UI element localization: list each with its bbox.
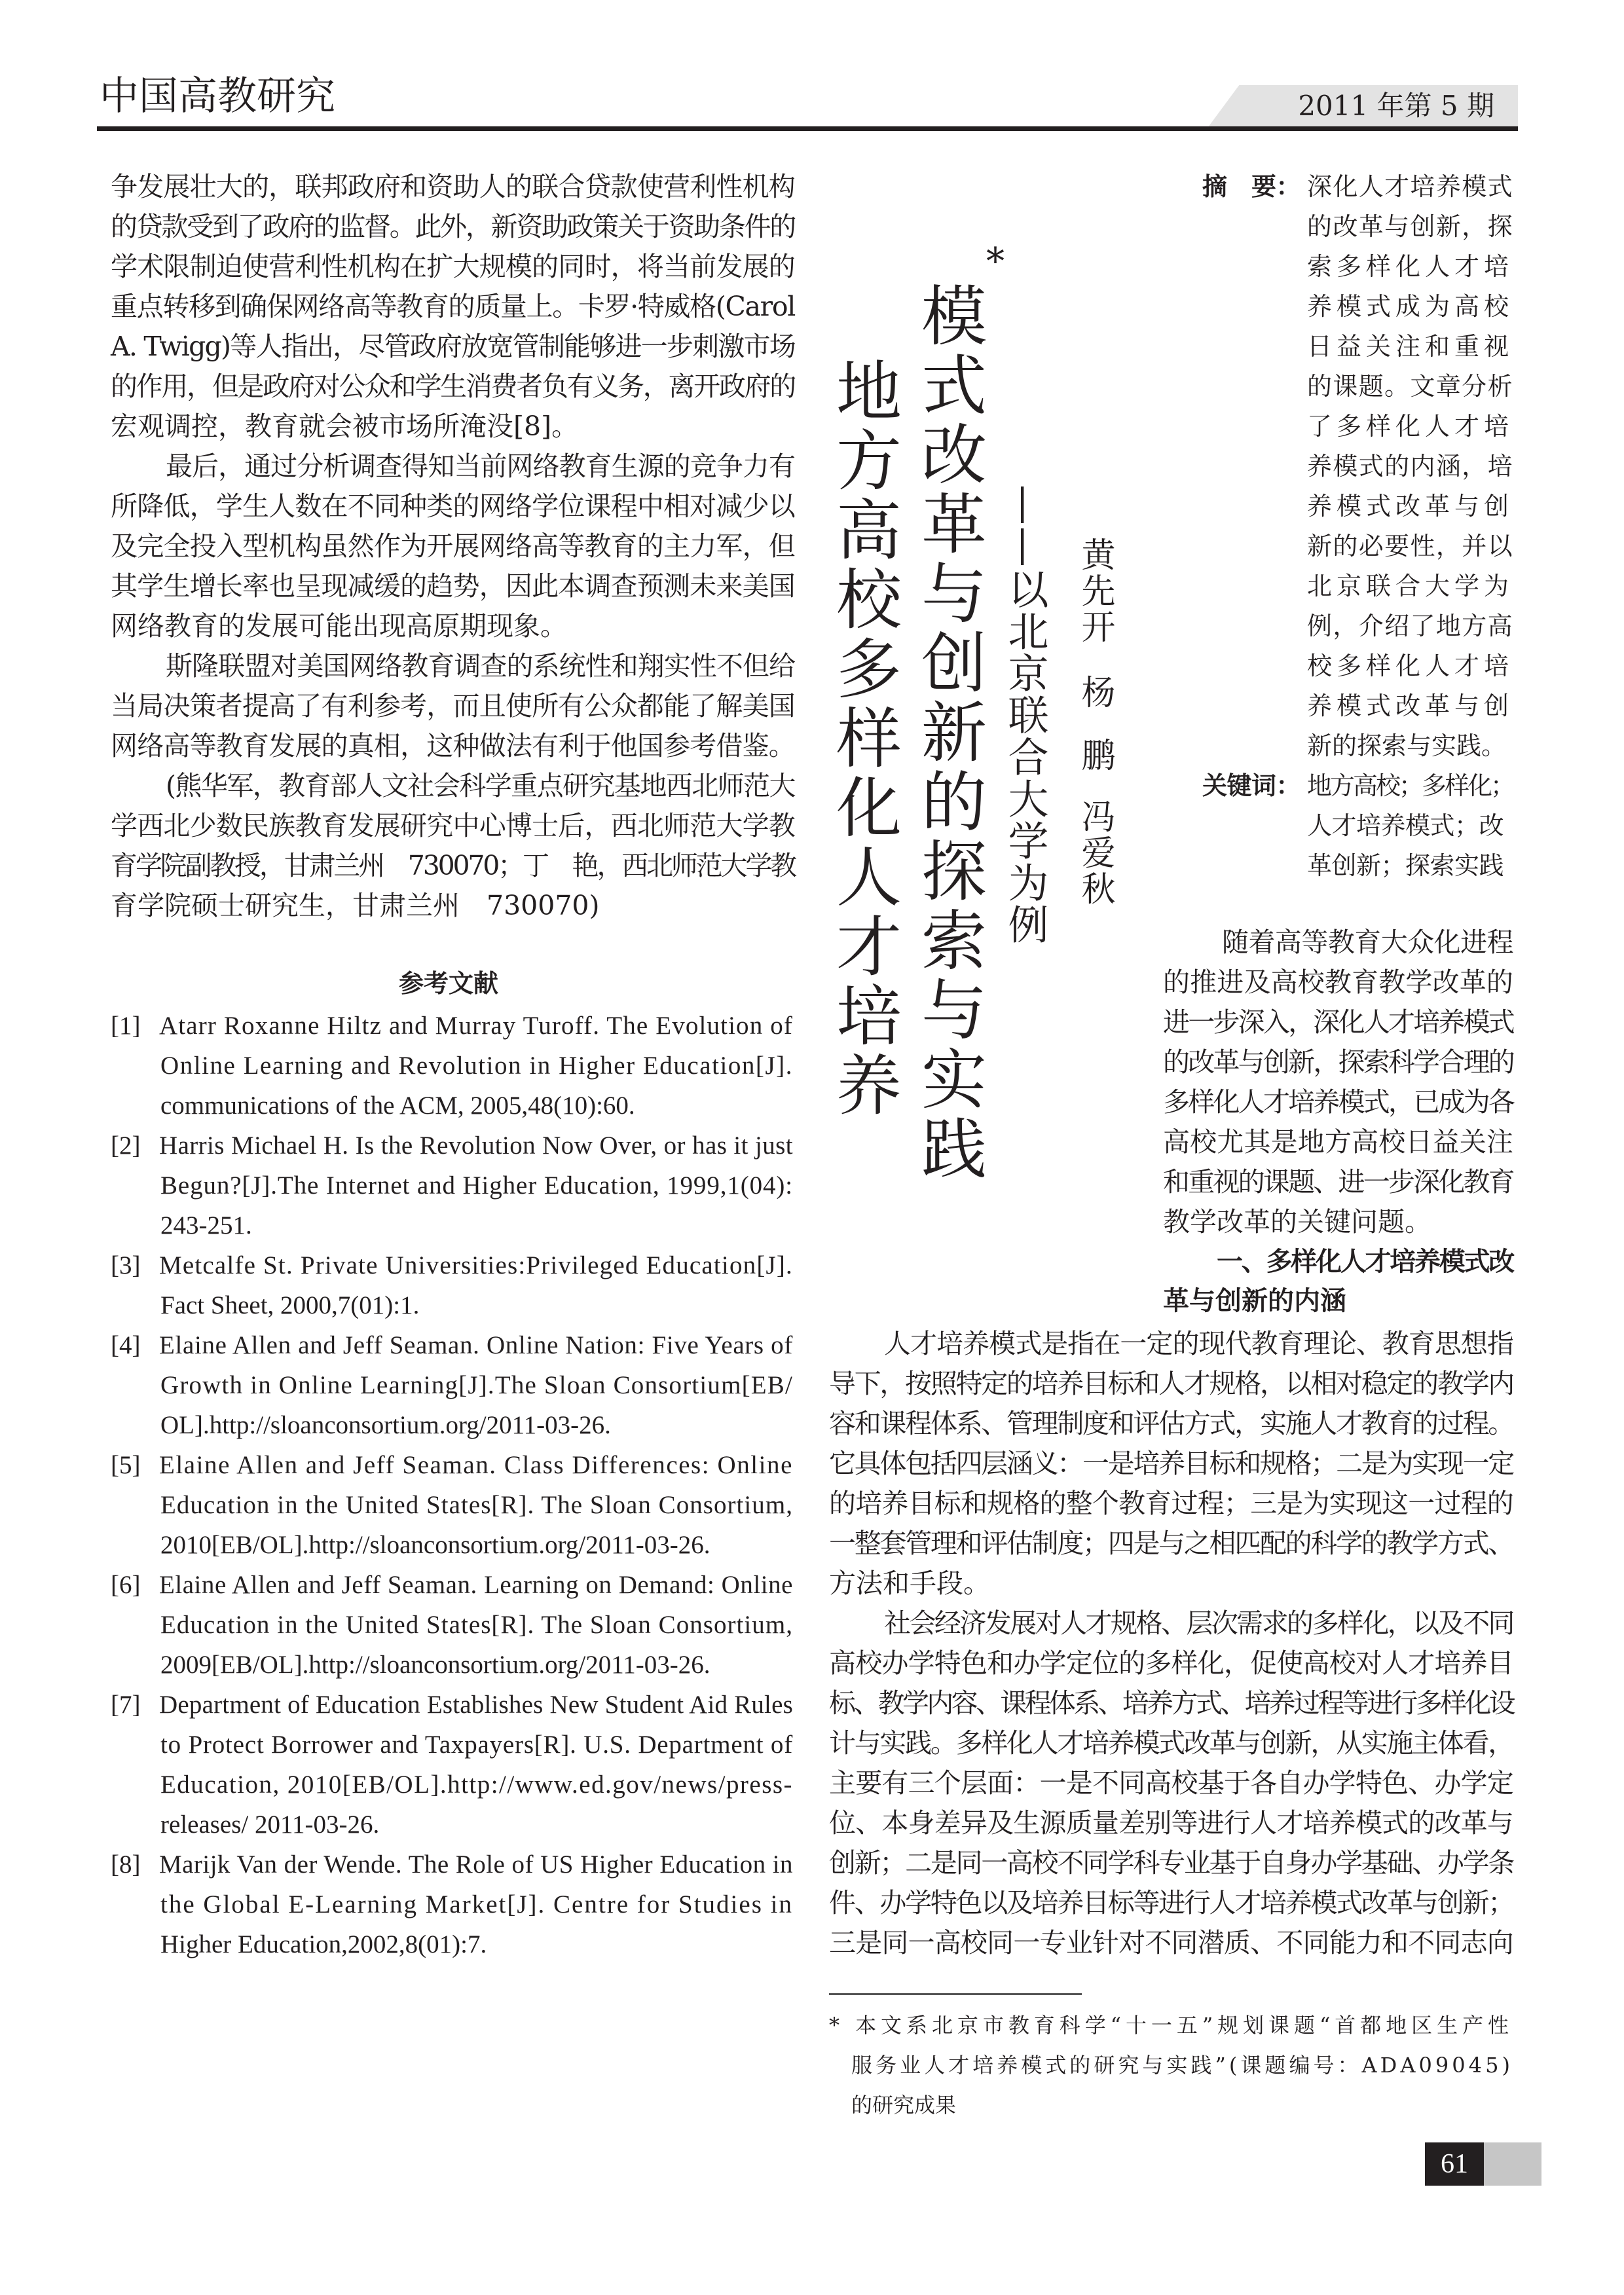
abstract-line: 新的必要性，并以 [1307, 532, 1513, 560]
references-heading: 参考文献 [399, 969, 499, 998]
reference-line: 2010[EB/OL].http://sloanconsortium.org/2011-03-26. [160, 1531, 710, 1559]
reference-line: Education in the United States[R]. The Sloan Consortium, [160, 1611, 793, 1639]
reference-line: Elaine Allen and Jeff Seaman. Class Differences: Online [159, 1451, 793, 1479]
abstract-line: 日益关注和重视 [1307, 332, 1513, 361]
keywords-line: 革创新；探索实践 [1307, 851, 1504, 880]
abstract-line: 养模式改革与创 [1307, 492, 1513, 521]
body-line: 当局决策者提高了有利参考，而且使所有公众都能了解美国 [111, 690, 795, 722]
reference-line: Growth in Online Learning[J].The Sloan Consortium[EB/ [160, 1371, 793, 1399]
page-number: 61 [1425, 2142, 1484, 2186]
body-line: 方法和手段。 [829, 1568, 990, 1599]
reference-line: Begun?[J].The Internet and Higher Education, 1999,1(04): [160, 1171, 793, 1200]
body-line: 高校办学特色和办学定位的多样化，促使高校对人才培养目 [829, 1647, 1513, 1679]
abstract-line: 例，介绍了地方高 [1307, 612, 1513, 640]
reference-line: Harris Michael H. Is the Revolution Now Over, or has it just [159, 1131, 793, 1160]
abstract-line: 校多样化人才培 [1307, 652, 1513, 680]
abstract-line: 了多样化人才培 [1307, 412, 1513, 441]
abstract-line: 的课题。文章分析 [1307, 372, 1513, 401]
footnote-line: * 本文系北京市教育科学“十一五”规划课题“首都地区生产性 [829, 2013, 1513, 2038]
page-number-tab [1484, 2142, 1541, 2186]
abstract-line: 养模式改革与创 [1307, 691, 1513, 720]
reference-number: [6] [111, 1571, 141, 1599]
footnote-rule [829, 1993, 1082, 1995]
body-line: 的贷款受到了政府的监督。此外，新资助政策关于资助条件的 [111, 211, 795, 242]
reference-line: Marijk Van der Wende. The Role of US Higher Education in [159, 1850, 793, 1879]
body-line: 宏观调控，教育就会被市场所淹没[8]。 [111, 411, 579, 442]
article-subtitle: ——以北京联合大学为例 [1001, 485, 1049, 946]
reference-line: Elaine Allen and Jeff Seaman. Online Nation: Five Years of [159, 1331, 793, 1359]
body-line: 网络高等教育发展的真相，这种做法有利于他国参考借鉴。 [111, 730, 795, 762]
intro-line: 的推进及高校教育教学改革的 [1163, 966, 1513, 998]
body-line: 网络教育的发展可能出现高原期现象。 [111, 610, 567, 642]
abstract-line: 的改革与创新，探 [1307, 212, 1513, 241]
body-line: 学西北少数民族教育发展研究中心博士后，西北师范大学教 [111, 810, 795, 841]
abstract-line: 新的探索与实践。 [1307, 731, 1507, 760]
keywords-line: 人才培养模式；改 [1307, 811, 1504, 840]
article-title-line-2: 模式改革与创新的探索与实践 [910, 282, 987, 1184]
body-line: 争发展壮大的，联邦政府和资助人的联合贷款使营利性机构 [111, 171, 795, 202]
body-line: 重点转移到确保网络高等教育的质量上。卡罗·特威格(Carol [111, 291, 795, 322]
body-line: 其学生增长率也呈现减缓的趋势，因此本调查预测未来美国 [111, 570, 795, 602]
reference-line: Education, 2010[EB/OL].http://www.ed.gov/news/press- [160, 1771, 793, 1799]
reference-number: [3] [111, 1251, 141, 1279]
reference-line: communications of the ACM, 2005,48(10):60. [160, 1092, 635, 1120]
intro-line: 教学改革的关键问题。 [1163, 1206, 1431, 1238]
reference-line: Department of Education Establishes New Student Aid Rules [159, 1691, 793, 1719]
reference-line: 2009[EB/OL].http://sloanconsortium.org/2011-03-26. [160, 1651, 710, 1679]
reference-line: to Protect Borrower and Taxpayers[R]. U.S. Department of [160, 1731, 793, 1759]
abstract-line: 索多样化人才培 [1307, 252, 1513, 281]
footnote-line: 服务业人才培养模式的研究与实践”(课题编号：ADA09045) [851, 2053, 1513, 2078]
keywords-line: 地方高校；多样化； [1307, 771, 1513, 800]
author-1: 黄先开 [1075, 537, 1115, 645]
body-line: 学术限制迫使营利性机构在扩大规模的同时，将当前发展的 [111, 251, 795, 282]
reference-line: releases/ 2011-03-26. [160, 1810, 380, 1839]
footnote-line: 的研究成果 [851, 2093, 957, 2118]
article-title-line-1: 地方高校多样化人才培养 [825, 357, 902, 1120]
reference-number: [2] [111, 1131, 141, 1160]
header-rule [97, 126, 1518, 131]
body-line: 三是同一高校同一专业针对不同潜质、不同能力和不同志向 [829, 1927, 1513, 1958]
intro-line: 和重视的课题、进一步深化教育 [1163, 1166, 1513, 1198]
reference-number: [5] [111, 1451, 141, 1479]
journal-title: 中国高教研究 [100, 73, 335, 119]
body-line: 一整套管理和评估制度；四是与之相匹配的科学的教学方式、 [829, 1528, 1513, 1559]
reference-line: OL].http://sloanconsortium.org/2011-03-26. [160, 1411, 611, 1439]
body-line: 导下，按照特定的培养目标和人才规格，以相对稳定的教学内 [829, 1368, 1513, 1399]
body-line: 创新；二是同一高校不同学科专业基于自身办学基础、办学条 [829, 1847, 1513, 1879]
body-line: A. Twigg)等人指出，尽管政府放宽管制能够进一步刺激市场 [111, 331, 795, 362]
author-3: 冯爱秋 [1075, 799, 1115, 907]
reference-line: Online Learning and Revolution in Higher Education[J]. [160, 1052, 793, 1080]
title-footnote-mark: * [986, 240, 1005, 283]
body-line: 及完全投入型机构虽然作为开展网络高等教育的主力军，但 [111, 530, 795, 562]
intro-line: 随着高等教育大众化进程 [1222, 927, 1513, 958]
reference-line: Fact Sheet, 2000,7(01):1. [160, 1291, 420, 1319]
body-line: 的培养目标和规格的整个教育过程；三是为实现这一过程的 [829, 1488, 1513, 1519]
reference-line: 243-251. [160, 1211, 252, 1239]
section-heading-line-2: 革与创新的内涵 [1163, 1286, 1346, 1316]
body-line: 社会经济发展对人才规格、层次需求的多样化，以及不同 [884, 1607, 1513, 1639]
body-line: 它具体包括四层涵义：一是培养目标和规格；二是为实现一定 [829, 1448, 1513, 1479]
reference-line: Education in the United States[R]. The Sloan Consortium, [160, 1491, 793, 1519]
body-line: 的作用，但是政府对公众和学生消费者负有义务，离开政府的 [111, 371, 795, 402]
intro-line: 的改革与创新，探索科学合理的 [1163, 1046, 1513, 1078]
body-line: 件、办学特色以及培养目标等进行人才培养模式改革与创新； [829, 1887, 1513, 1919]
body-line: 位、本身差异及生源质量差别等进行人才培养模式的改革与 [829, 1807, 1513, 1839]
reference-line: Higher Education,2002,8(01):7. [160, 1930, 487, 1958]
abstract-line: 养模式的内涵，培 [1307, 452, 1513, 481]
issue-label: 2011 年第 5 期 [1298, 90, 1494, 122]
body-line: 容和课程体系、管理制度和评估方式，实施人才教育的过程。 [829, 1408, 1513, 1439]
body-line: 最后，通过分析调查得知当前网络教育生源的竞争力有 [166, 450, 795, 482]
abstract-line: 养模式成为高校 [1307, 292, 1513, 321]
body-line: 所降低，学生人数在不同种类的网络学位课程中相对减少以 [111, 490, 795, 522]
intro-line: 高校尤其是地方高校日益关注 [1163, 1126, 1513, 1158]
body-line: 主要有三个层面：一是不同高校基于各自办学特色、办学定 [829, 1767, 1513, 1799]
body-line: (熊华军，教育部人文社会科学重点研究基地西北师范大 [166, 770, 795, 801]
body-line: 计与实践。多样化人才培养模式改革与创新，从实施主体看， [829, 1727, 1513, 1759]
body-line: 育学院副教授，甘肃兰州 730070；丁 艳，西北师范大学教 [111, 850, 795, 881]
reference-number: [8] [111, 1850, 141, 1879]
abstract-label: 摘 要： [1202, 172, 1301, 201]
abstract-line: 深化人才培养模式 [1307, 172, 1513, 201]
body-line: 标、教学内容、课程体系、培养方式、培养过程等进行多样化设 [829, 1687, 1513, 1719]
reference-line: Atarr Roxanne Hiltz and Murray Turoff. The Evolution of [159, 1012, 793, 1040]
body-line: 人才培养模式是指在一定的现代教育理论、教育思想指 [884, 1328, 1513, 1359]
intro-line: 多样化人才培养模式，已成为各 [1163, 1086, 1513, 1118]
abstract-line: 北京联合大学为 [1307, 572, 1513, 600]
intro-line: 进一步深入，深化人才培养模式 [1163, 1006, 1513, 1038]
reference-line: the Global E-Learning Market[J]. Centre for Studies in [160, 1890, 793, 1919]
keywords-label: 关键词： [1202, 771, 1301, 800]
body-line: 斯隆联盟对美国网络教育调查的系统性和翔实性不但给 [166, 650, 795, 682]
section-heading-line-1: 一、多样化人才培养模式改 [1217, 1247, 1513, 1277]
reference-number: [1] [111, 1012, 141, 1040]
reference-number: [7] [111, 1691, 141, 1719]
reference-number: [4] [111, 1331, 141, 1359]
reference-line: Elaine Allen and Jeff Seaman. Learning on Demand: Online [159, 1571, 793, 1599]
author-2: 杨 鹏 [1075, 674, 1115, 769]
body-line: 育学院硕士研究生，甘肃兰州 730070) [111, 890, 600, 921]
reference-line: Metcalfe St. Private Universities:Privileged Education[J]. [159, 1251, 793, 1279]
